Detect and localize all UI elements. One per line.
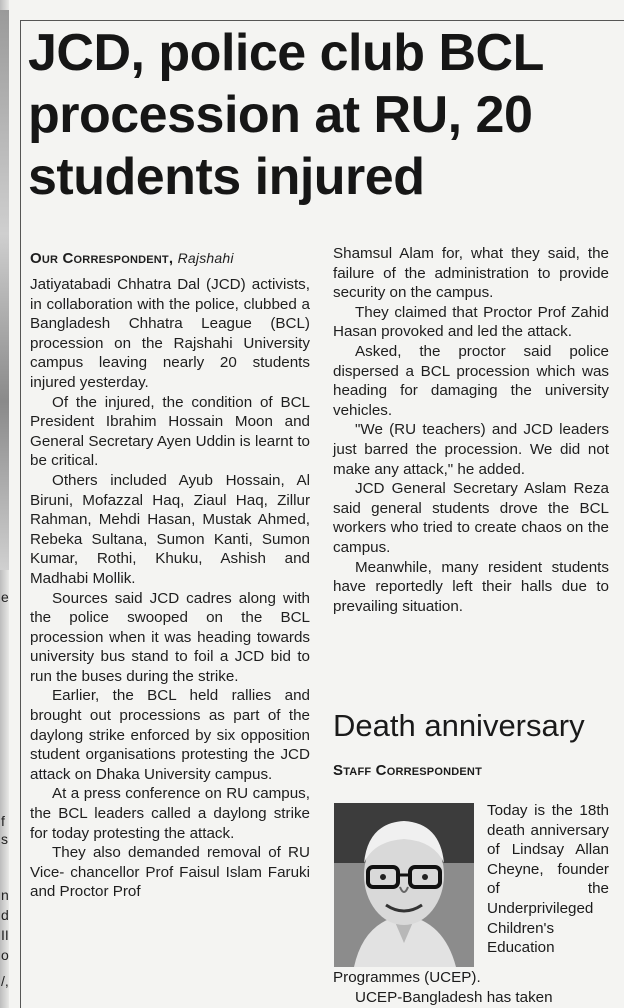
article-column-left xyxy=(30,248,310,902)
adjacent-text-fragment: f xyxy=(1,813,5,829)
paragraph: Others included Ayub Hossain, Al Biruni, Mofazzal Haq, Ziaul Haq, Zillur Rahman, Mehdi Hasan, Mustak Ahmed, Rebeka Sultana, Sumon Kanti, Sumon Kumar, Rothi, Khuku, Ashish and Madhabi Mollik. xyxy=(30,471,310,587)
adjacent-article-edge xyxy=(0,0,9,1008)
paragraph: Jatiyatabadi Chhatra Dal (JCD) activists, in collaboration with the police, clubbed a Bangladesh Chhatra League (BCL) procession on the Rajshahi University campus leaving nearly 20 students injured yesterday. xyxy=(30,276,310,391)
death-anniversary-headline: Death anniversary xyxy=(333,708,585,743)
adjacent-text-fragment: d xyxy=(1,907,9,923)
paragraph: UCEP-Bangladesh has taken xyxy=(355,988,553,1006)
paragraph: Programmes (UCEP). xyxy=(333,969,481,986)
portrait-photo xyxy=(334,803,474,967)
paragraph: Asked, the proctor said police dispersed a BCL procession which was heading for damaging the university vehicles. xyxy=(333,342,609,419)
article-column-right xyxy=(333,244,609,616)
byline-separator: , xyxy=(168,250,178,267)
portrait-illustration xyxy=(334,803,474,967)
paragraph: Sources said JCD cadres along with the police swooped on the BCL procession when it was heading towards university bus stand to foil a JCD bid to run the buses during the strike. xyxy=(30,589,310,685)
adjacent-photo-fragment xyxy=(0,10,9,570)
paragraph: "We (RU teachers) and JCD leaders just barred the procession. We did not make any attack," he added. xyxy=(333,421,609,478)
column-rule xyxy=(20,20,21,1008)
paragraph: Shamsul Alam for, what they said, the failure of the administration to provide security on the campus. xyxy=(333,245,609,302)
adjacent-text-fragment: /, xyxy=(1,973,9,989)
byline xyxy=(30,248,310,269)
adjacent-text-fragment: II xyxy=(1,927,9,943)
staff-byline xyxy=(333,761,613,781)
staff-byline-text: Staff Correspondent xyxy=(333,762,482,779)
top-rule xyxy=(20,20,624,21)
byline-location: Rajshahi xyxy=(177,250,234,266)
paragraph: Meanwhile, many resident students have reportedly left their halls due to prevailing situation. xyxy=(333,558,609,615)
paragraph: They claimed that Proctor Prof Zahid Hasan provoked and led the attack. xyxy=(333,303,609,341)
adjacent-text-fragment: s xyxy=(1,831,8,847)
death-story-text: Today is the 18th death anniversary of Lindsay Allan Cheyne, founder of the Underprivileged Children's Education xyxy=(487,802,609,957)
paragraph: Of the injured, the condition of BCL President Ibrahim Hossain Moon and General Secretary Ayen Uddin is learnt to be critical. xyxy=(30,393,310,470)
adjacent-text-fragment: e xyxy=(1,589,9,605)
paragraph: They also demanded removal of RU Vice- chancellor Prof Faisul Islam Faruki and Proctor Prof xyxy=(30,844,310,901)
adjacent-text-fragment: o xyxy=(1,947,9,963)
paragraph: At a press conference on RU campus, the BCL leaders called a daylong strike for today protesting the attack. xyxy=(30,785,310,842)
article-headline: JCD, police club BCL procession at RU, 20 students injured xyxy=(28,24,543,206)
paragraph: Earlier, the BCL held rallies and brought out processions as part of the daylong strike enforced by six opposition student organisations protesting the JCD attack on Dhaka University campus. xyxy=(30,687,310,783)
byline-author: Our Correspondent xyxy=(30,250,169,267)
death-story-continued xyxy=(333,968,609,1007)
paragraph: JCD General Secretary Aslam Reza said general students drove the BCL workers who tried to create chaos on the campus. xyxy=(333,480,609,556)
adjacent-text-fragment: n xyxy=(1,887,9,903)
